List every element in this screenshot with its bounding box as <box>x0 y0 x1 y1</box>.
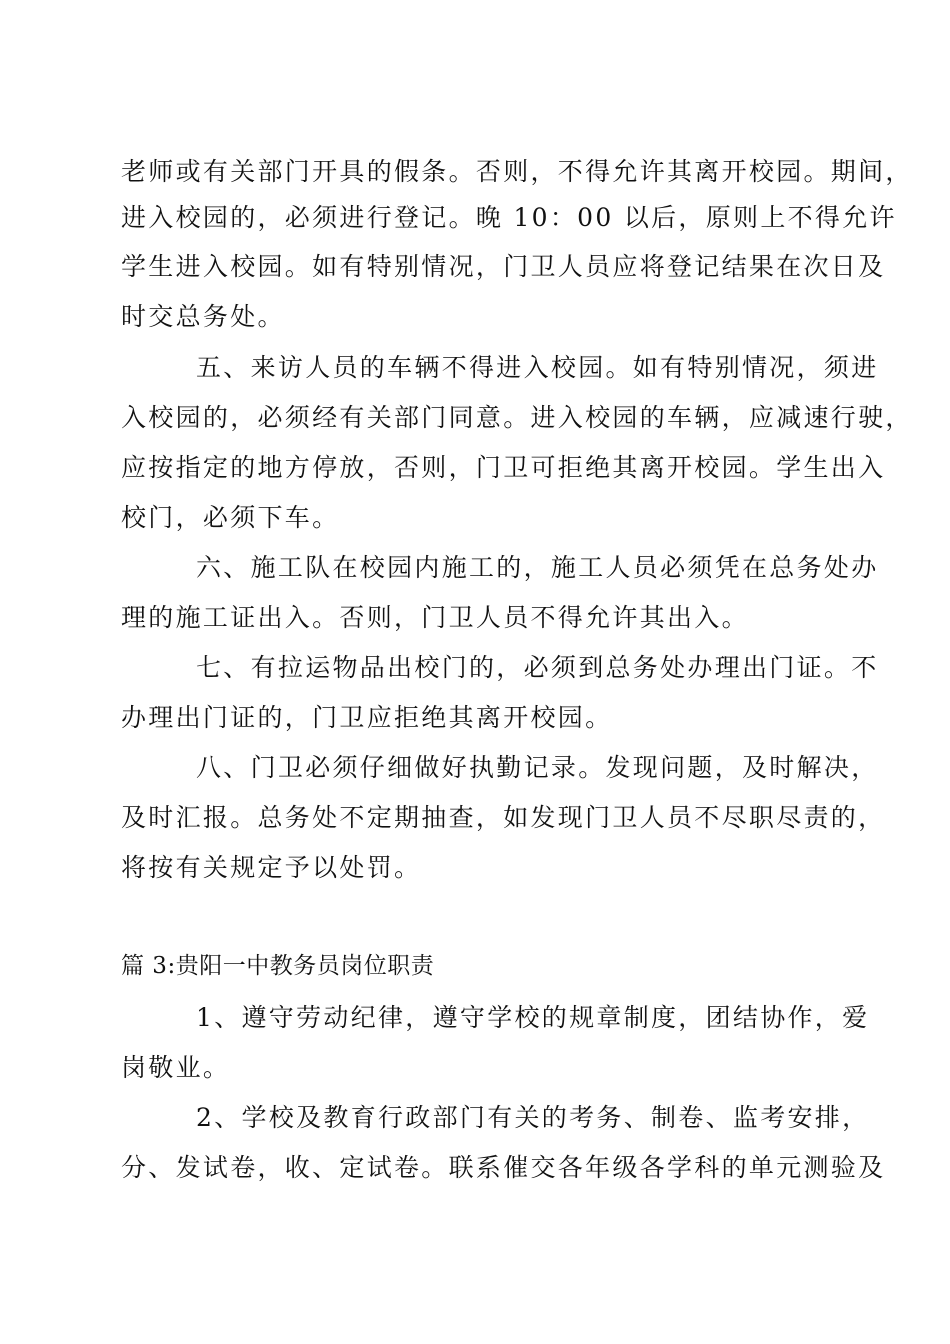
paragraph-start-line: 1、遵守劳动纪律，遵守学校的规章制度，团结协作，爱 <box>196 1003 870 1032</box>
text-line: 分、发试卷，收、定试卷。联系催交各年级各学科的单元测验及 <box>121 1153 886 1182</box>
section-heading: 篇 3:贵阳一中教务员岗位职责 <box>121 953 435 979</box>
paragraph-start-line: 七、有拉运物品出校门的，必须到总务处办理出门证。不 <box>196 653 879 682</box>
paragraph-start-line: 六、施工队在校园内施工的，施工人员必须凭在总务处办 <box>196 553 879 582</box>
text-line: 办理出门证的，门卫应拒绝其离开校园。 <box>121 703 613 732</box>
text-line: 入校园的，必须经有关部门同意。进入校园的车辆，应减速行驶， <box>121 403 913 432</box>
text-line: 应按指定的地方停放，否则，门卫可拒绝其离开校园。学生出入 <box>121 453 886 482</box>
text-line: 将按有关规定予以处罚。 <box>121 853 422 882</box>
text-line: 学生进入校园。如有特别情况，门卫人员应将登记结果在次日及 <box>121 252 886 281</box>
text-line: 及时汇报。总务处不定期抽查，如发现门卫人员不尽职尽责的， <box>121 803 886 832</box>
text-line: 理的施工证出入。否则，门卫人员不得允许其出入。 <box>121 603 749 632</box>
text-line: 老师或有关部门开具的假条。否则，不得允许其离开校园。期间， <box>121 157 913 186</box>
text-line: 校门，必须下车。 <box>121 503 340 532</box>
paragraph-start-line: 2、学校及教育行政部门有关的考务、制卷、监考安排， <box>196 1103 870 1132</box>
text-line: 进入校园的，必须进行登记。晚 10：00 以后，原则上不得允许 <box>121 203 897 232</box>
paragraph-start-line: 五、来访人员的车辆不得进入校园。如有特别情况，须进 <box>196 353 879 382</box>
text-line: 时交总务处。 <box>121 302 285 331</box>
paragraph-start-line: 八、门卫必须仔细做好执勤记录。发现问题，及时解决， <box>196 753 879 782</box>
text-line: 岗敬业。 <box>121 1053 231 1082</box>
